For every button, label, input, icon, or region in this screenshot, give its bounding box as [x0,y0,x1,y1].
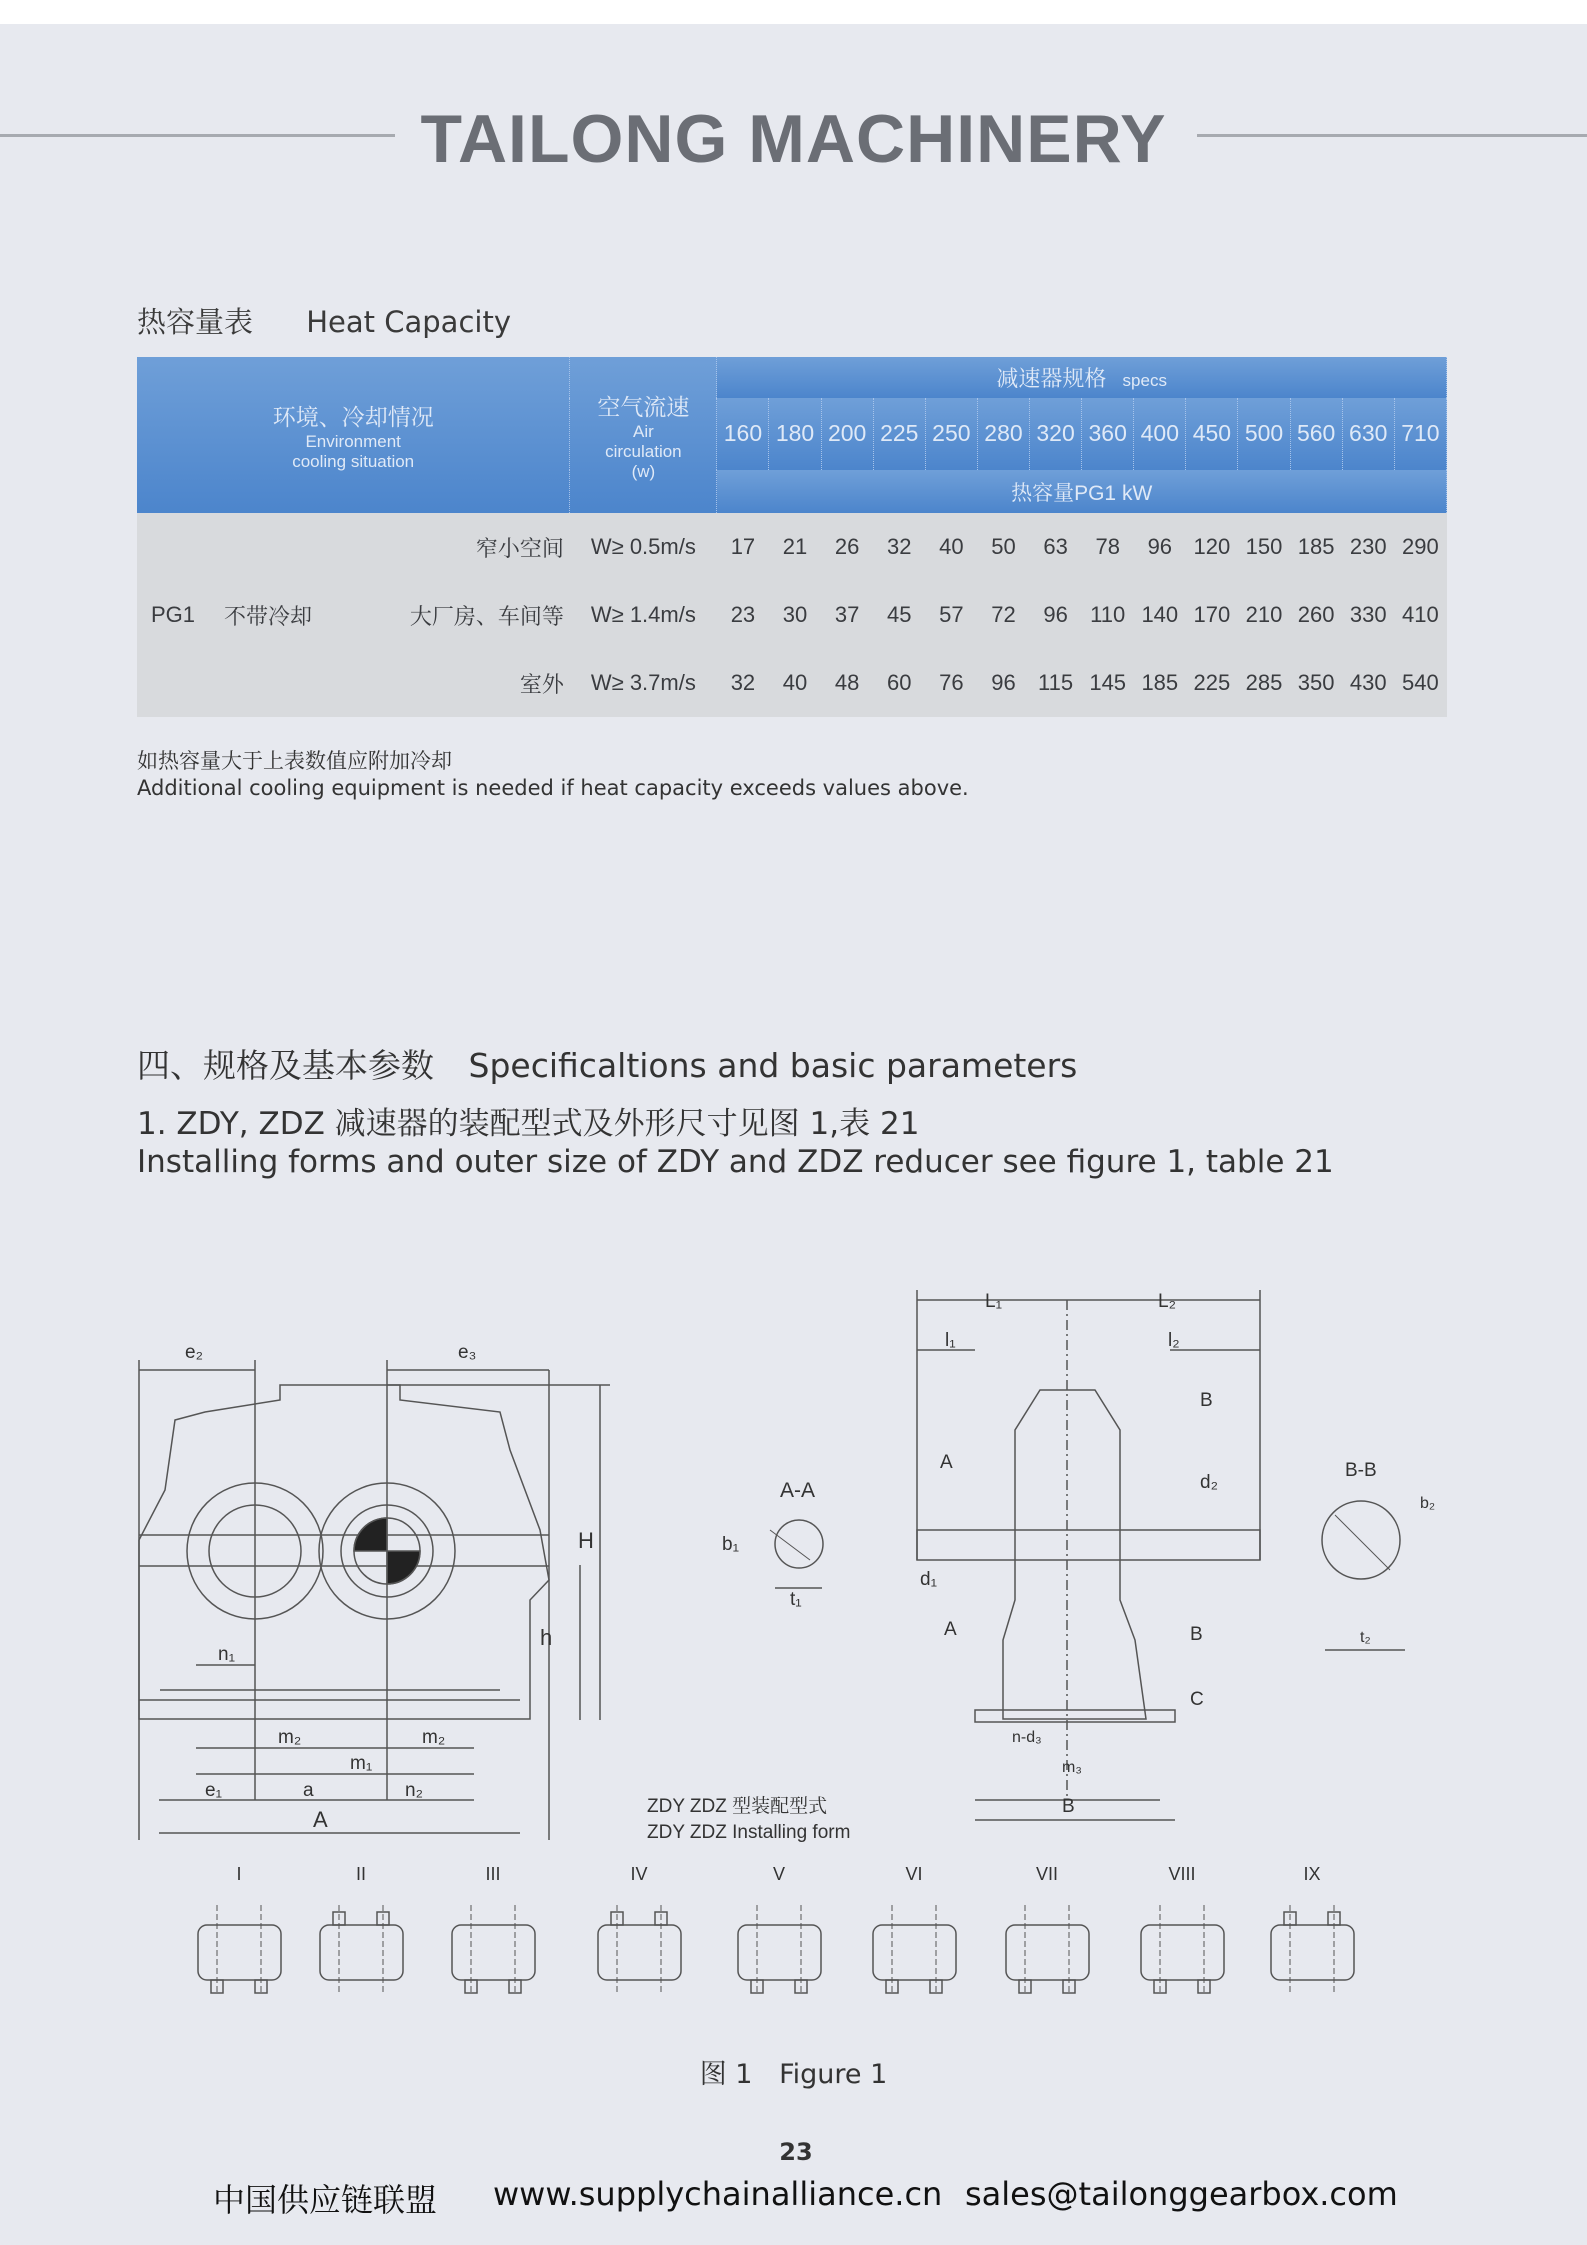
value-cell: 350 [1290,649,1342,717]
dim-C: C [1190,1689,1204,1710]
value-cell: 17 [717,513,769,581]
value-cell: 48 [821,649,873,717]
value-cell: 72 [977,581,1029,649]
header-specs-en: specs [1122,370,1167,390]
value-cell: 37 [821,581,873,649]
form-box [198,1925,281,1980]
value-cell: 185 [1134,649,1186,717]
footer-org: 中国供应链联盟 [213,2181,438,2219]
note-en: Additional cooling equipment is needed if heat capacity exceeds values above. [137,776,969,800]
value-cell: 115 [1030,649,1082,717]
form-3 [452,1864,535,1995]
header-specs-cn: 减速器规格 [996,365,1107,391]
spec-size: 280 [977,398,1029,471]
form-box [1141,1925,1224,1980]
value-cell: 78 [1082,513,1134,581]
form-box [320,1925,403,1980]
spec-size: 360 [1082,398,1134,471]
spec-size: 400 [1134,398,1186,471]
value-cell: 120 [1186,513,1238,581]
value-cell: 410 [1394,581,1446,649]
brand-title: TAILONG MACHINERY [420,101,1167,177]
dim-t2: t₂ [1360,1629,1371,1646]
page-number: 23 [779,2138,813,2166]
air-cell: W≥ 1.4m/s [570,581,717,649]
form-5 [738,1864,821,1995]
section-title-en: Specificaltions and basic parameters [468,1046,1078,1085]
dim-n2: n₂ [405,1780,423,1801]
housing-outline [139,1385,549,1719]
label-a-bottom: A [944,1619,957,1640]
group-label: PG1 [137,513,209,717]
value-cell: 40 [925,513,977,581]
value-cell: 290 [1394,513,1446,581]
value-cell: 540 [1394,649,1446,717]
value-cell: 21 [769,513,821,581]
value-cell: 110 [1082,581,1134,649]
form-label: VII [1035,1864,1059,1884]
header-env-en2: cooling situation [292,451,415,471]
value-cell: 26 [821,513,873,581]
form-box [452,1925,535,1980]
heat-title-cn: 热容量表 [137,305,254,339]
dim-d1: d₁ [920,1569,937,1590]
air-cell: W≥ 0.5m/s [570,513,717,581]
form-2 [320,1864,403,1995]
dim-e2: e₂ [185,1342,203,1363]
caption-en: ZDY ZDZ Installing form [647,1822,851,1843]
value-cell: 285 [1238,649,1290,717]
value-cell: 96 [1134,513,1186,581]
value-cell: 63 [1030,513,1082,581]
env-cell: 窄小空间 [327,513,570,581]
label-a-a: A-A [780,1479,816,1502]
label-b-top: B [1200,1390,1213,1411]
header-unit: 热容量PG1 kW [717,470,1447,513]
spec-size: 320 [1030,398,1082,471]
header-air-cn: 空气流速 [597,393,690,420]
value-cell: 76 [925,649,977,717]
group-sub: 不带冷却 [209,513,327,717]
form-9 [1271,1864,1354,1995]
env-cell: 大厂房、车间等 [327,581,570,649]
form-label: I [236,1864,242,1884]
form-box [1271,1925,1354,1980]
form-label: IV [630,1864,648,1884]
note-cn: 如热容量大于上表数值应附加冷却 [137,749,452,773]
value-cell: 150 [1238,513,1290,581]
spec-size: 450 [1186,398,1238,471]
label-b-bottom: B [1190,1624,1203,1645]
env-cell: 室外 [327,649,570,717]
header-env-en1: Environment [305,431,401,451]
value-cell: 40 [769,649,821,717]
figure-title-cn: 图 1 [699,2059,753,2090]
section-line2: Installing forms and outer size of ZDY and ZDZ reducer see figure 1, table 21 [137,1144,1334,1180]
dim-m1: m₁ [350,1753,373,1774]
section-a-a [770,1520,823,1588]
value-cell: 230 [1342,513,1394,581]
form-7 [1006,1864,1089,1995]
side-view [917,1290,1260,1820]
value-cell: 45 [873,581,925,649]
value-cell: 225 [1186,649,1238,717]
value-cell: 260 [1290,581,1342,649]
dim-d2: d₂ [1200,1472,1218,1493]
value-cell: 185 [1290,513,1342,581]
form-box [1006,1925,1089,1980]
form-4 [598,1864,681,1995]
dim-A: A [313,1807,328,1832]
dim-L1: L₁ [985,1291,1002,1312]
dim-n1: n₁ [218,1644,235,1665]
form-box [598,1925,681,1980]
spec-size: 200 [821,398,873,471]
dim-t1: t₁ [790,1589,802,1610]
dim-m3: m₃ [1062,1759,1082,1776]
header-air-en2: circulation [605,441,682,461]
figure-title-en: Figure 1 [779,2059,888,2090]
value-cell: 330 [1342,581,1394,649]
value-cell: 170 [1186,581,1238,649]
form-box [738,1925,821,1980]
label-b-b: B-B [1345,1460,1377,1481]
form-box [873,1925,956,1980]
spec-size: 160 [717,398,769,471]
form-label: V [772,1864,786,1884]
figure-title [0,2052,1587,2091]
dim-h: h [540,1625,553,1650]
section-title-cn: 四、规格及基本参数 [137,1046,434,1085]
form-6 [873,1864,956,1995]
spec-size: 250 [925,398,977,471]
front-view [139,1360,610,1840]
dim-n-d3: n-d₃ [1012,1729,1042,1746]
spec-size: 180 [769,398,821,471]
air-cell: W≥ 3.7m/s [570,649,717,717]
spec-size: 560 [1290,398,1342,471]
value-cell: 145 [1082,649,1134,717]
value-cell: 430 [1342,649,1394,717]
dim-b2: b₂ [1420,1495,1436,1512]
value-cell: 50 [977,513,1029,581]
installing-forms [198,1864,1354,1995]
value-cell: 32 [717,649,769,717]
header-air-en3: (w) [631,461,656,481]
footer-email[interactable]: sales@tailonggearbox.com [965,2175,1398,2213]
dim-b1: b₁ [722,1534,739,1555]
spec-size: 710 [1394,398,1446,471]
value-cell: 30 [769,581,821,649]
dim-B: B [1062,1796,1075,1817]
dim-m2-left: m₂ [278,1727,302,1748]
form-label: II [355,1864,367,1884]
spec-size: 225 [873,398,925,471]
spec-size: 500 [1238,398,1290,471]
value-cell: 96 [1030,581,1082,649]
value-cell: 140 [1134,581,1186,649]
form-label: VIII [1168,1864,1196,1884]
label-a-top: A [940,1452,953,1473]
dim-e1: e₁ [205,1780,222,1801]
value-cell: 96 [977,649,1029,717]
footer-url[interactable]: www.supplychainalliance.cn [493,2175,943,2213]
form-label: IX [1303,1864,1321,1884]
section-b-b [1322,1501,1405,1650]
spec-size: 630 [1342,398,1394,471]
side-housing-outline [1003,1390,1146,1719]
heat-title-en: Heat Capacity [306,305,511,339]
header-env-cn: 环境、冷却情况 [272,403,434,430]
value-cell: 210 [1238,581,1290,649]
header-air-en1: Air [632,421,654,441]
dim-l2: l₂ [1168,1330,1180,1351]
dim-H: H [578,1528,594,1553]
form-label: VI [905,1864,923,1884]
value-cell: 23 [717,581,769,649]
caption-cn: ZDY ZDZ 型装配型式 [647,1796,828,1817]
form-1 [198,1864,281,1995]
form-label: III [485,1864,501,1884]
dim-l1: l₁ [945,1330,956,1351]
value-cell: 60 [873,649,925,717]
form-8 [1141,1864,1224,1995]
dim-L2: L₂ [1158,1291,1176,1312]
dim-m2-right: m₂ [422,1727,446,1748]
dim-e3: e₃ [458,1342,477,1363]
dim-a: a [303,1780,314,1801]
value-cell: 57 [925,581,977,649]
value-cell: 32 [873,513,925,581]
section-line1: 1. ZDY, ZDZ 减速器的装配型式及外形尺寸见图 1,表 21 [137,1106,920,1142]
